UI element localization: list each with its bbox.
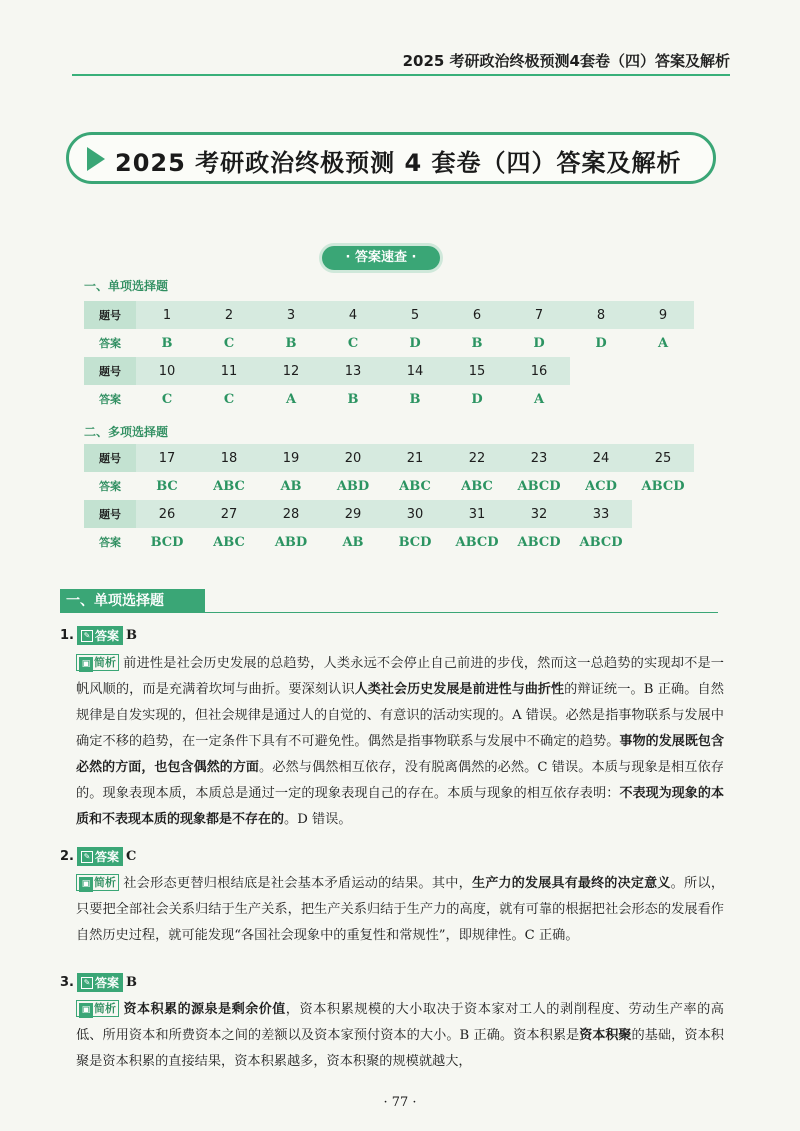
answer-cell: B — [471, 335, 483, 351]
analysis-text: 的基础，资本积聚是资本积累的直接结果，资本积累越多，资本积聚的规模就越大， — [76, 1028, 724, 1069]
question-number: 1 — [136, 301, 198, 329]
running-header — [0, 38, 800, 78]
question-number: 2 — [198, 301, 260, 329]
answer-cell: A — [533, 391, 545, 407]
play-arrow-icon — [87, 147, 105, 171]
book-icon: ▣ — [79, 657, 93, 672]
analysis-tag — [76, 1000, 119, 1017]
question-number: 9 — [632, 301, 694, 329]
question-header — [60, 973, 137, 992]
question-number: 22 — [446, 444, 508, 472]
multi-choice-table — [84, 444, 694, 556]
answer-cell: C — [223, 391, 235, 407]
answer-row — [84, 472, 694, 500]
title-banner — [66, 132, 716, 184]
row-label: 题号 — [84, 301, 136, 329]
section-rule — [60, 612, 718, 613]
question-number: 33 — [570, 500, 632, 528]
answer-cell: B — [347, 391, 359, 407]
answer-cell: ABCD — [579, 534, 623, 550]
question-number: 31 — [446, 500, 508, 528]
answer-cell: AB — [280, 478, 302, 494]
question-number: 16 — [508, 357, 570, 385]
question-number: 12 — [260, 357, 322, 385]
running-title: 2025 考研政治终极预测4套卷（四）答案及解析 — [402, 52, 730, 70]
answer-cell: D — [595, 335, 607, 351]
pencil-icon: ✎ — [81, 851, 93, 863]
question-number: 24 — [570, 444, 632, 472]
question-number: 14 — [384, 357, 446, 385]
row-label: 答案 — [99, 536, 121, 549]
question-number: 23 — [508, 444, 570, 472]
question-number: 8 — [570, 301, 632, 329]
row-label: 答案 — [99, 393, 121, 406]
answer-row — [84, 385, 694, 413]
question-number: 3 — [260, 301, 322, 329]
analysis-emphasis: 事物的发展既包含必然的方面，也包含偶然的方面 — [76, 734, 724, 775]
question-number: 7 — [508, 301, 570, 329]
analysis-text: ，资本积累规模的大小取决于资本家对工人的剥削程度、劳动生产率的高低、所用资本和所费资本之间的差额以及资本家预付资本的大小。B 正确。资本积累是 — [76, 1002, 724, 1043]
quick-answers-label: · 答案速查 · — [322, 246, 440, 270]
row-label: 答案 — [99, 480, 121, 493]
answer-tag — [77, 973, 123, 992]
multi-choice-label: 二、多项选择题 — [84, 425, 169, 439]
question-number-row — [84, 500, 694, 528]
analysis-text: 前进性是社会历史发展的总趋势，人类永远不会停止自己前进的步伐，然而这一总趋势的实现却不是一帆风顺的，而是充满着坎坷与曲折。要深刻认识 — [76, 656, 724, 697]
book-icon: ▣ — [79, 877, 93, 892]
analysis-tag-label: 简析 — [94, 876, 116, 889]
answer-cell: D — [533, 335, 545, 351]
answer-cell: ABCD — [517, 478, 561, 494]
question-number-row — [84, 444, 694, 472]
answer-cell: B — [161, 335, 173, 351]
question-number-row — [84, 301, 694, 329]
answer-cell: D — [471, 391, 483, 407]
analysis-tag-label: 简析 — [94, 1002, 116, 1015]
section-heading: 一、单项选择题 — [60, 589, 205, 613]
question-answer: C — [126, 849, 137, 864]
answer-cell: B — [409, 391, 421, 407]
answer-cell: ABC — [213, 478, 245, 494]
question-number: 3. — [60, 975, 74, 990]
pencil-icon: ✎ — [81, 977, 93, 989]
question-number: 11 — [198, 357, 260, 385]
question-number: 25 — [632, 444, 694, 472]
answer-cell: ABCD — [517, 534, 561, 550]
row-label: 题号 — [84, 500, 136, 528]
analysis-paragraph — [76, 651, 724, 833]
answer-cell: BC — [156, 478, 178, 494]
analysis-paragraph — [76, 997, 724, 1075]
analysis-text: 。D 错误。 — [284, 812, 352, 827]
question-number: 5 — [384, 301, 446, 329]
answer-row — [84, 528, 694, 556]
question-number: 26 — [136, 500, 198, 528]
question-number: 4 — [322, 301, 384, 329]
page-title: 2025 考研政治终极预测 4 套卷（四）答案及解析 — [115, 149, 682, 177]
analysis-tag-label: 简析 — [94, 656, 116, 669]
question-number: 1. — [60, 628, 74, 643]
analysis-text: 。必然与偶然相互依存，没有脱离偶然的必然。C 错误。本质与现象是相互依存的。现象表现本质，本质总是通过一定的现象表现自己的存在。本质与现象的相互依存表明： — [76, 760, 724, 801]
page-number: · 77 · — [383, 1095, 417, 1110]
answer-cell: AB — [342, 534, 364, 550]
analysis-tag — [76, 874, 119, 891]
analysis-emphasis: 生产力的发展具有最终的决定意义 — [472, 876, 671, 891]
answer-cell: ABCD — [641, 478, 685, 494]
question-number: 27 — [198, 500, 260, 528]
row-label: 答案 — [99, 337, 121, 350]
answer-cell: BCD — [150, 534, 184, 550]
answer-tag — [77, 626, 123, 645]
book-icon: ▣ — [79, 1003, 93, 1018]
answer-tag-label: 答案 — [94, 976, 119, 990]
row-label: 题号 — [84, 357, 136, 385]
row-label: 题号 — [84, 444, 136, 472]
single-choice-label: 一、单项选择题 — [84, 279, 169, 293]
answer-cell: ABCD — [455, 534, 499, 550]
question-number: 10 — [136, 357, 198, 385]
analysis-paragraph — [76, 871, 724, 949]
question-answer: B — [126, 628, 137, 643]
question-answer: B — [126, 975, 137, 990]
question-number: 2. — [60, 849, 74, 864]
analysis-emphasis: 资本积聚 — [579, 1028, 632, 1043]
question-number: 19 — [260, 444, 322, 472]
answer-cell: A — [285, 391, 297, 407]
question-number: 17 — [136, 444, 198, 472]
answer-cell: ABD — [336, 478, 370, 494]
answer-cell: ABC — [461, 478, 493, 494]
question-header — [60, 847, 136, 866]
question-number: 29 — [322, 500, 384, 528]
question-number: 15 — [446, 357, 508, 385]
question-number-row — [84, 357, 694, 385]
header-rule — [72, 74, 730, 76]
analysis-text: 的辩证统一。B 正确。自然规律是自发实现的，但社会规律是通过人的自觉的、有意识的活动实现的。A 错误。必然是指事物联系与发展中确定不移的趋势，在一定条件下具有不可避免性。偶然是指事物联系与发展中不确定的趋势。 — [76, 682, 724, 749]
answer-cell: B — [285, 335, 297, 351]
answer-cell: C — [347, 335, 359, 351]
analysis-tag — [76, 654, 119, 671]
analysis-emphasis: 不表现为现象的本质和不表现本质的现象都是不存在的 — [76, 786, 724, 827]
question-number: 6 — [446, 301, 508, 329]
question-header — [60, 626, 137, 645]
question-number: 30 — [384, 500, 446, 528]
answer-cell: ABD — [274, 534, 308, 550]
answer-tag-label: 答案 — [94, 629, 119, 643]
analysis-emphasis: 资本积累的源泉是剩余价值 — [123, 1002, 286, 1017]
question-number: 21 — [384, 444, 446, 472]
answer-row — [84, 329, 694, 357]
question-number: 28 — [260, 500, 322, 528]
question-number: 13 — [322, 357, 384, 385]
question-number: 18 — [198, 444, 260, 472]
answer-cell: D — [409, 335, 421, 351]
single-choice-table — [84, 301, 694, 413]
answer-cell: A — [657, 335, 669, 351]
answer-tag — [77, 847, 123, 866]
analysis-emphasis: 人类社会历史发展是前进性与曲折性 — [354, 682, 565, 697]
question-number: 20 — [322, 444, 384, 472]
analysis-text: 。所以，只要把全部社会关系归结于生产关系，把生产关系归结于生产力的高度，就有可靠的根据把社会形态的发展看作自然历史过程，就可能发现“各国社会现象中的重复性和常规性”，即规律性。C 正确。 — [76, 876, 725, 943]
answer-cell: C — [161, 391, 173, 407]
analysis-text: 社会形态更替归根结底是社会基本矛盾运动的结果。其中， — [123, 876, 473, 891]
answer-cell: C — [223, 335, 235, 351]
answer-cell: ACD — [585, 478, 617, 494]
question-number: 32 — [508, 500, 570, 528]
pencil-icon: ✎ — [81, 630, 93, 642]
answer-cell: ABC — [213, 534, 245, 550]
answer-cell: ABC — [399, 478, 431, 494]
answer-cell: BCD — [398, 534, 432, 550]
answer-tag-label: 答案 — [94, 850, 119, 864]
